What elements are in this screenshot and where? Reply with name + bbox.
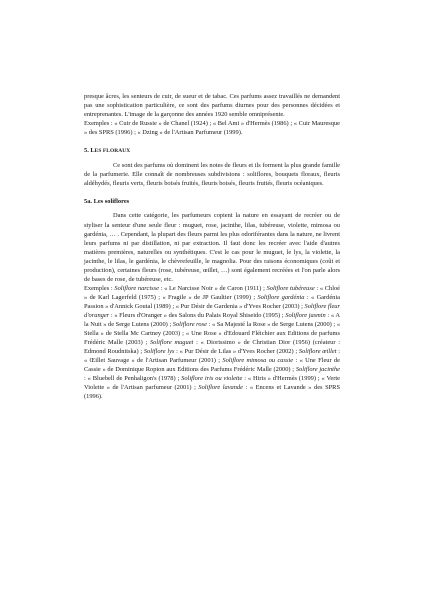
- example-category: Soliflore narcisse: [114, 284, 159, 292]
- floraux-paragraph: Ce sont des parfums où dominent les notes de fleurs et ils forment la plus grande famille de la parfumerie. Elle connaît de nombreuses subdivisions : soliflores, bouquets floraux, fleuris aldéhydés, fleuris verts, fleuris boisés fruités, fleuris boisés, fleuris fruités, fleuris océaniques.: [84, 162, 340, 188]
- intro-examples: Exemples : « Cuir de Russie » de Chanel (1924) ; « Bel Ami » d'Hermès (1986) ; « Cuir Mauresque » des SPRS (1996) ; « Dzing » de l'Artisan Parfumeur (1999).: [84, 120, 340, 137]
- example-text: : « Le Narcisse Noir » de Caron (1911) ;: [158, 284, 267, 292]
- example-category: Soliflore gardénia: [257, 293, 305, 301]
- example-category: Soliflore jacinthe: [295, 366, 340, 374]
- example-text: : « Fleurs d'Oranger » des Salons du Palais Royal Shiseido (1995) ;: [109, 311, 286, 319]
- example-category: Soliflore iris ou violette: [181, 375, 243, 383]
- soliflores-examples: [84, 284, 340, 402]
- example-text: : « Chloé » de Karl Lagerfeld (1975) ; « Fragile » de JP Gaultier (1999) ;: [84, 284, 341, 301]
- section-heading-floraux: [84, 146, 340, 156]
- example-text: : « Sa Majesté la Rose » de Serge Lutens (2000) ; « Stella » de Stella Mc Cartney (2003) ; « Une Rose » d'Edouard Fléichier aux Editions de parfums Frédéric Malle (2003) ;: [84, 321, 341, 347]
- section-heading-number: 5. L: [84, 147, 95, 155]
- example-text: : « Hiris » d'Hermès (1999) ; « Verte Violette » de l'Artisan parfumeur (2001) ;: [84, 375, 340, 392]
- example-category: Soliflore fleur d'oranger: [84, 302, 340, 319]
- example-category: Soliflore lys: [143, 348, 175, 356]
- example-category: Soliflore tubéreuse: [266, 284, 315, 292]
- example-text: : « Encens et Lavande » des SPRS (1996).: [84, 384, 340, 401]
- example-text: : « A la Nuit » de Serge Lutens (2000) ;: [84, 311, 341, 329]
- example-text: : « Diorissimo » de Christian Dior (1956) (créateur : Edmond Roudnitska) ;: [84, 339, 341, 356]
- subsection-heading-soliflores: 5a. Les soliflores: [84, 198, 130, 206]
- example-category: Soliflore mimosa ou cassie: [222, 357, 294, 365]
- page-text-block: [84, 92, 340, 401]
- example-category: Soliflore œillet: [298, 348, 337, 356]
- example-text: : « Pur Désir de Lilas » d'Yves Rocher (2002) ;: [174, 348, 299, 356]
- example-text: Exemples :: [84, 284, 115, 292]
- example-text: : « Une Fleur de Cassie » de Dominique Ropion aux Editions des Parfums Frédéric Malle (2000) ;: [84, 357, 340, 374]
- example-category: Soliflore muguet: [149, 339, 194, 347]
- example-category: Soliflore rose: [172, 321, 207, 329]
- section-heading-title: ES FLORAUX: [94, 148, 131, 155]
- example-category: Soliflore jasmin: [285, 311, 326, 319]
- example-text: : « Bluebell de Penhaligon's (1978) ;: [84, 375, 182, 383]
- example-category: Soliflore lavande: [198, 384, 243, 392]
- intro-paragraph: presque âcres, les senteurs de cuir, de sueur et de tabac. Ces parfums assez travaillés ne demandent pas une sophistication particulière, ce sont des parfums diurnes pour des personnes décidées et entreprenantes. L'image de la garçonne des années 1920 semble omniprésente.: [84, 93, 340, 119]
- soliflores-paragraph: Dans cette catégorie, les parfumeurs copient la nature en essayant de recréer ou de styliser la senteur d'une seule fleur : muguet, rose, jacinthe, lilas, tubéreuse, violette, mimosa ou gardénia, … . Cependant, la plupart des fleurs parmi les plus odoriférantes dans la nature, ne livrent leurs parfums ni par distillation, ni par extraction. Il faut donc les recréer avec l'aide d'autres matières premières, naturelles ou synthétiques. C'est le cas pour le muguet, le lys, la violette, la jacinthe, le lilas, le gardénia, le chèvrefeuille, le magnolia. Pour des raisons économiques (coût et production), certaines fleurs (rose, tubéreuse, œillet, …) sont également recréées et l'on parle alors de bases de rose, de tubéreuse, etc.: [84, 212, 340, 283]
- example-text: : « Œillet Sauvage » de l'Artisan Parfumeur (2001) ;: [84, 348, 341, 365]
- example-text: : « Gardénia Passion » d'Annick Goutal (1989) ; « Pur Désir de Gardenia » d'Yves Rocher (2003) ;: [84, 293, 340, 310]
